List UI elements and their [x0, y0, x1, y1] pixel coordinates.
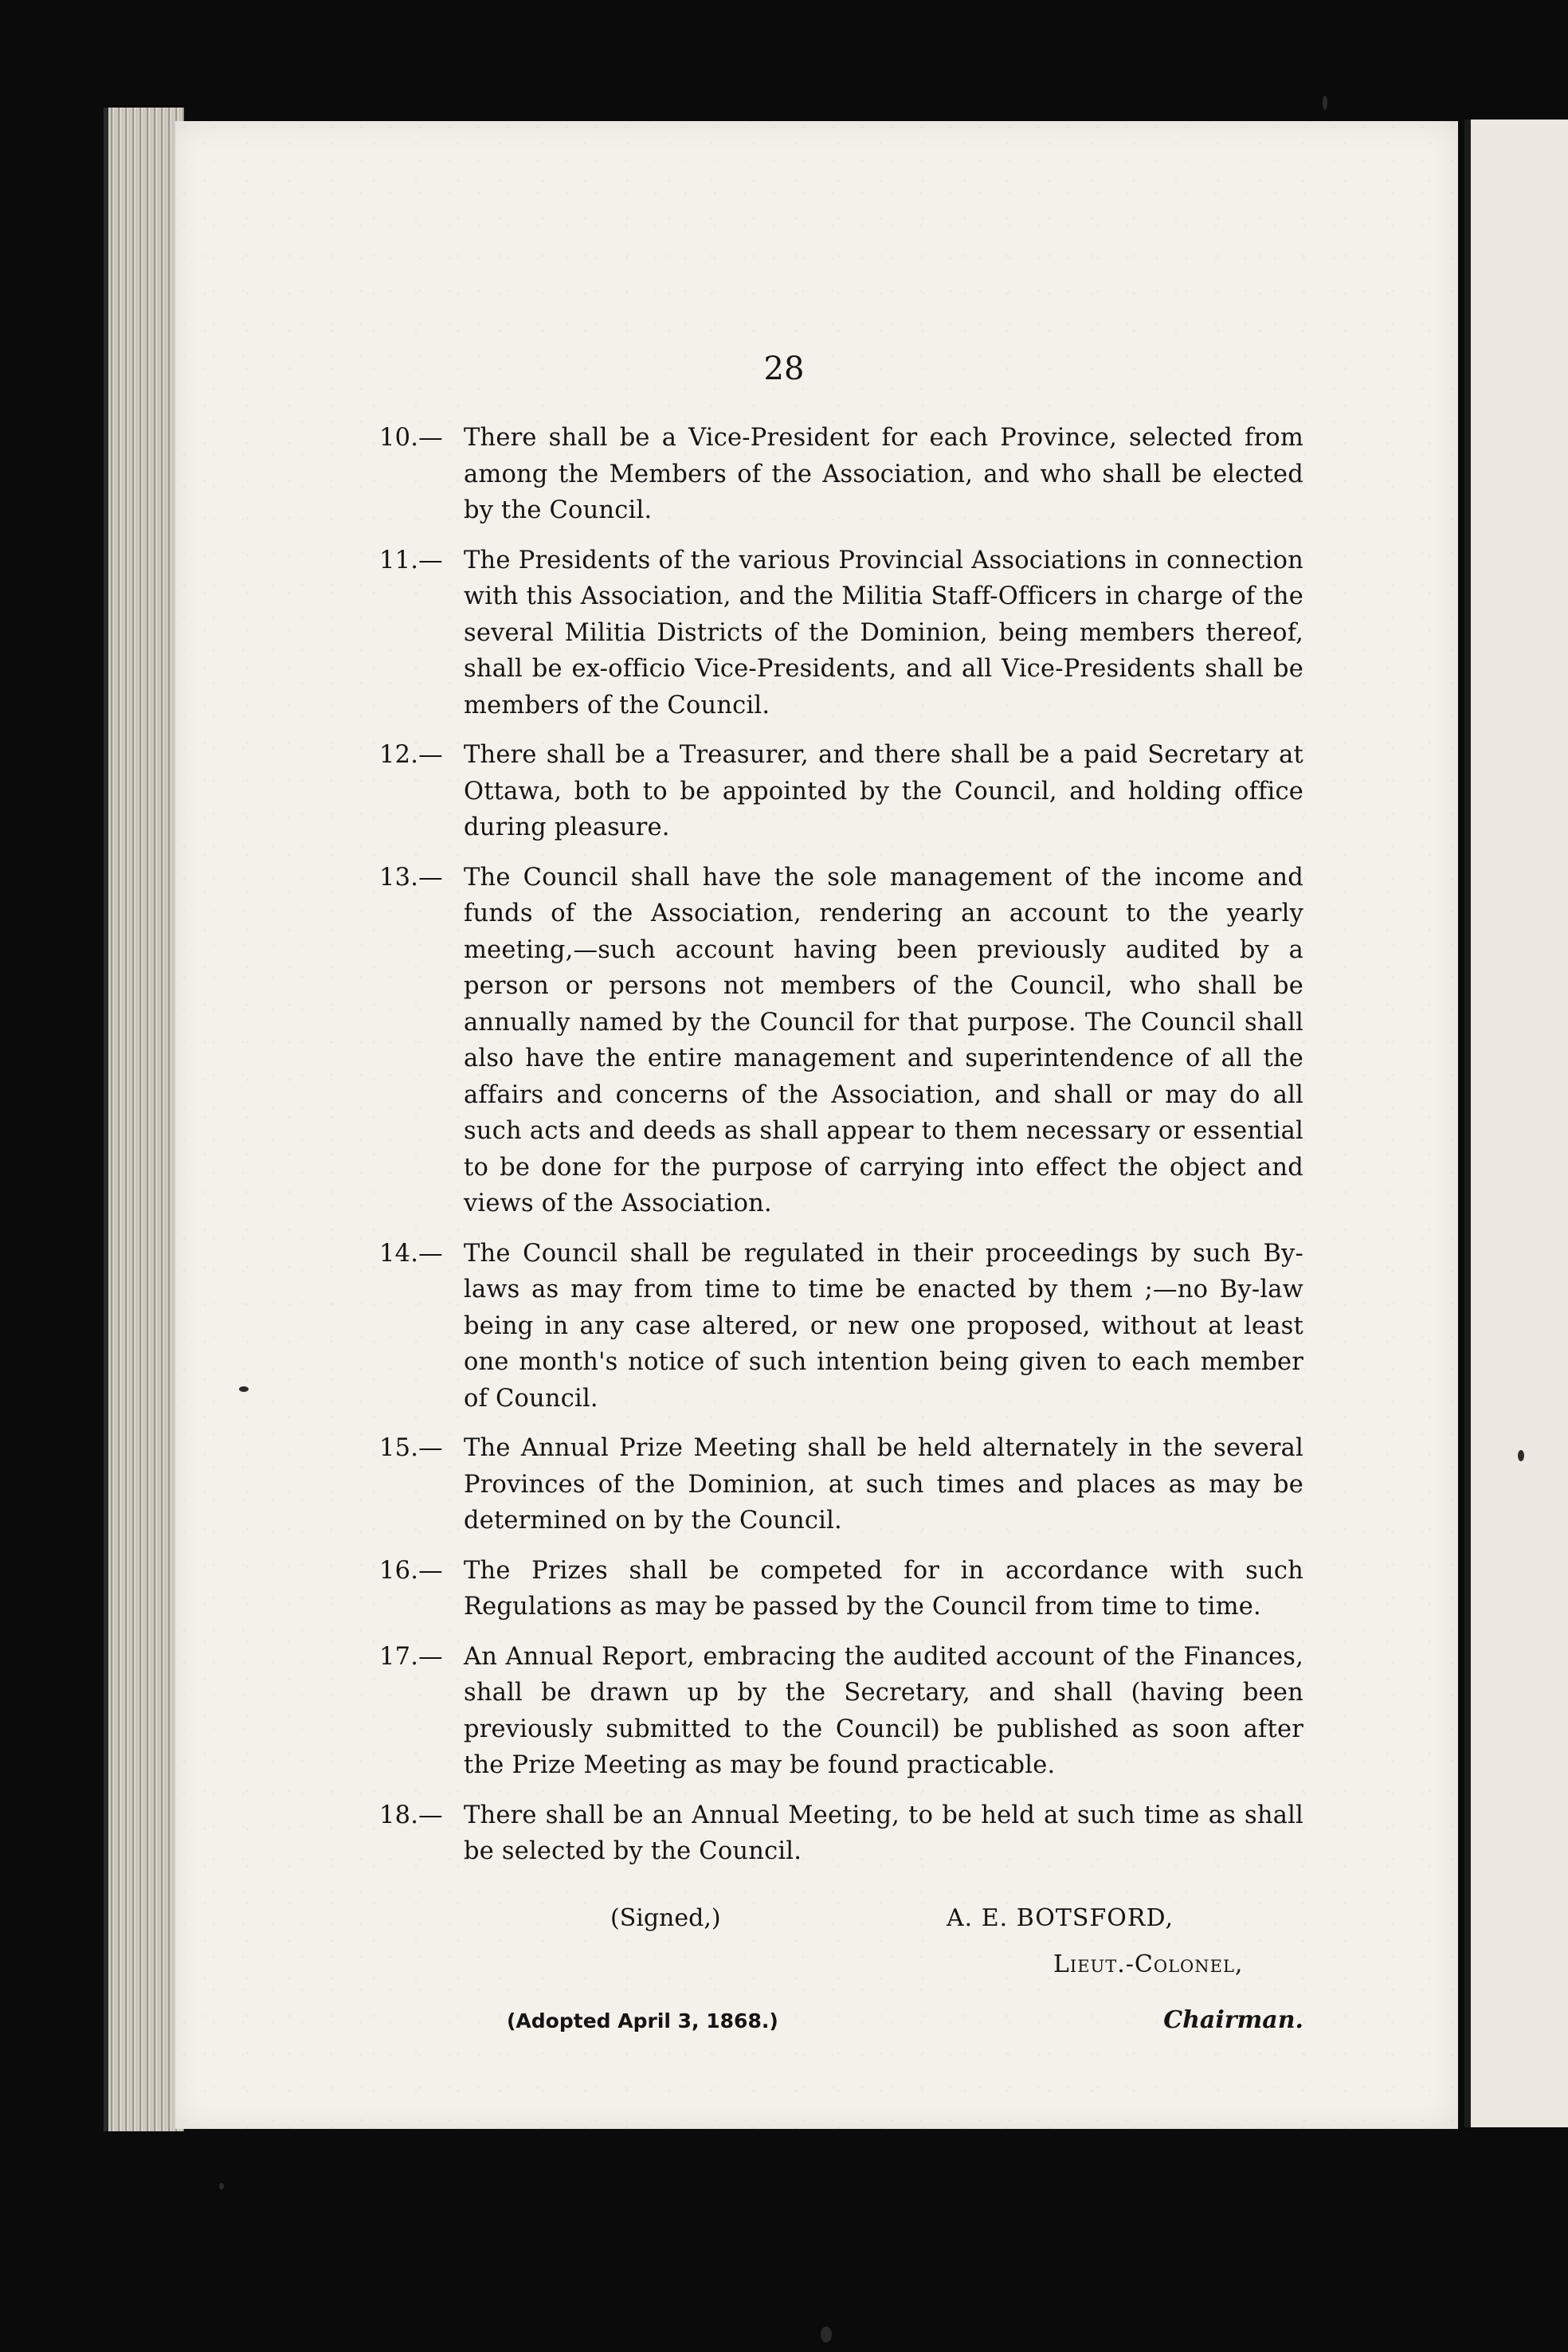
article-text: The Presidents of the various Provincial Associations in connection with this Association, and the Militia Staff-Officers in charge of the several Militia Districts of the Dominion, being members thereof, shall be ex-officio Vice-Presidents, and all Vice-Presidents shall be members of the Council. [464, 546, 1303, 719]
signed-label: (Signed,) [610, 1904, 721, 1932]
article-number: 12.— [379, 741, 443, 769]
article-number: 14.— [379, 1239, 443, 1268]
article-10 [379, 420, 1303, 529]
signer-rank: Lieut.-Colonel, [1053, 1950, 1244, 1978]
article-number: 16.— [379, 1556, 443, 1585]
page-number: 28 [763, 351, 805, 387]
scan-speck [1323, 96, 1327, 110]
article-15 [379, 1430, 1303, 1539]
articles-list [379, 420, 1303, 1884]
article-number: 13.— [379, 863, 443, 892]
article-number: 10.— [379, 424, 443, 452]
article-text: The Annual Prize Meeting shall be held alternately in the several Provinces of the Dominion, at such times and places as may be determined on by the Council. [464, 1434, 1303, 1535]
article-number: 15.— [379, 1434, 443, 1462]
article-18 [379, 1797, 1303, 1870]
article-text: The Prizes shall be competed for in accordance with such Regulations as may be passed by the Council from time to time. [464, 1556, 1303, 1621]
article-text: An Annual Report, embracing the audited account of the Finances, shall be drawn up by the Secretary, and shall (having been previously submitted to the Council) be published as soon after the Prize Meeting as may be found practicable. [464, 1642, 1303, 1779]
adoption-date: (Adopted April 3, 1868.) [507, 2009, 778, 2033]
article-number: 11.— [379, 546, 443, 574]
article-text: The Council shall be regulated in their proceedings by such By-laws as may from time to time be enacted by them ;—no By-law being in any case altered, or new one proposed, without at least one month's notice of such intention being given to each member of Council. [464, 1239, 1303, 1413]
signature-block [379, 1904, 1303, 2048]
article-16 [379, 1553, 1303, 1625]
article-text: There shall be an Annual Meeting, to be held at such time as shall be selected by the Council. [464, 1801, 1303, 1865]
article-11 [379, 543, 1303, 724]
article-text: There shall be a Vice-President for each Province, selected from among the Members of the Association, and who shall be elected by the Council. [464, 424, 1303, 524]
article-text: There shall be a Treasurer, and there shall be a paid Secretary at Ottawa, both to be appointed by the Council, and holding office during pleasure. [464, 741, 1303, 841]
article-text: The Council shall have the sole management of the income and funds of the Association, rendering an account to the yearly meeting,—such account having been previously audited by a person or persons not members of the Council, who shall be annually named by the Council for that purpose. The Council shall also have the entire management and superintendence of all the affairs and concerns of the Association, and shall or may do all such acts and deeds as shall appear to them necessary or essential to be done for the purpose of carrying into effect the object and views of the Association. [464, 863, 1303, 1217]
article-number: 17.— [379, 1642, 443, 1671]
article-17 [379, 1639, 1303, 1784]
signer-name: A. E. BOTSFORD, [947, 1904, 1174, 1932]
scan-speck [1518, 1450, 1524, 1461]
article-14 [379, 1236, 1303, 1417]
scan-speck [239, 1386, 249, 1392]
article-number: 18.— [379, 1801, 443, 1829]
article-12 [379, 737, 1303, 846]
article-13 [379, 860, 1303, 1222]
facing-page-edge [1464, 120, 1568, 2127]
signer-role: Chairman. [1163, 2006, 1303, 2034]
page-edge-stack [104, 108, 184, 2131]
scan-speck [821, 2327, 832, 2342]
scan-speck [219, 2183, 224, 2189]
